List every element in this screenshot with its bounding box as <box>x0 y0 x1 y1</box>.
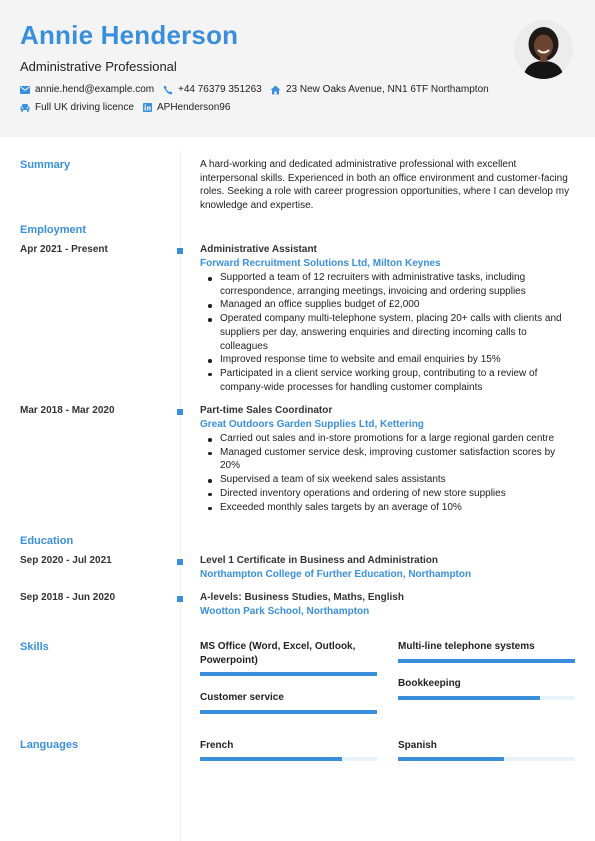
bullet-line: 20% <box>220 460 241 472</box>
skill-bar <box>398 659 575 663</box>
bullet-line: Supported a team of 12 recruiters with administrative tasks, including <box>220 272 526 283</box>
profile-photo <box>514 20 573 79</box>
bullet-line: Supervised a team of six weekend sales assistants <box>220 474 446 486</box>
skill-label <box>398 640 535 654</box>
skill-label-line: MS Office (Word, Excel, Outlook, <box>200 641 356 652</box>
bullet-line: Improved response time to website and email enquiries by 15% <box>220 354 501 366</box>
education-dates: Sep 2020 - Jul 2021 <box>20 555 112 566</box>
bullet-line: correspondence, arranging meetings, invoicing and ordering supplies <box>220 285 526 297</box>
contact-licence <box>20 102 134 113</box>
job-company: Forward Recruitment Solutions Ltd, Milton Keynes <box>200 258 441 269</box>
education-title: A-levels: Business Studies, Maths, English <box>200 592 404 603</box>
bullet-line: Managed customer service desk, improving customer satisfaction scores by <box>220 446 556 458</box>
language-bar <box>398 757 575 761</box>
list-item <box>200 446 575 473</box>
summary-line: interpersonal skills. Experienced in both an office environment and customer-facing <box>200 172 568 184</box>
job-bullets <box>200 432 575 514</box>
summary-line: A hard-working and dedicated administrative professional with excellent <box>200 159 517 170</box>
linkedin-text: APHenderson96 <box>157 102 231 113</box>
skill-label-line: Bookkeeping <box>398 678 461 689</box>
skills-heading: Skills <box>20 641 49 653</box>
skill-bar-fill <box>200 672 377 676</box>
languages-heading: Languages <box>20 739 79 751</box>
email-text: annie.hend@example.com <box>35 84 155 95</box>
contact-address <box>270 84 489 95</box>
list-item <box>200 501 575 515</box>
bullet-line: Directed inventory operations and ordering of new store supplies <box>220 487 506 499</box>
header <box>0 0 595 137</box>
car-icon <box>20 103 30 112</box>
contact-email[interactable] <box>20 84 154 95</box>
summary-heading: Summary <box>20 159 71 171</box>
phone-text: +44 76379 351263 <box>178 84 262 95</box>
timeline-marker <box>177 248 183 254</box>
skill-label-line: Customer service <box>200 692 284 703</box>
home-icon <box>270 85 281 95</box>
licence-text: Full UK driving licence <box>35 102 134 113</box>
job-dates: Mar 2018 - Mar 2020 <box>20 405 115 416</box>
candidate-title: Administrative Professional <box>20 59 177 74</box>
job-bullets <box>200 271 575 394</box>
bullet-line: Carried out sales and in-store promotions for a large regional garden centre <box>220 433 555 444</box>
education-title: Level 1 Certificate in Business and Administration <box>200 555 439 566</box>
bullet-line: Operated company multi-telephone system, placing 20+ calls with clients and <box>220 313 562 325</box>
job-company: Great Outdoors Garden Supplies Ltd, Kettering <box>200 419 424 430</box>
skill-bar-fill <box>398 696 540 700</box>
bullet-line: Managed an office supplies budget of £2,000 <box>220 299 420 311</box>
email-icon <box>20 86 30 94</box>
language-label: Spanish <box>398 740 437 751</box>
bullet-line: company-wide processes for handling customer complaints <box>220 381 483 393</box>
summary-line: roles. Seeking a role with career progression opportunities, where I can develop my <box>200 186 570 198</box>
contact-phone[interactable] <box>163 84 262 95</box>
list-item <box>200 271 575 298</box>
job-dates: Apr 2021 - Present <box>20 244 108 255</box>
education-institution: Wootton Park School, Northampton <box>200 606 370 617</box>
list-item <box>200 487 575 501</box>
education-institution: Northampton College of Further Education, Northampton <box>200 569 472 580</box>
list-item <box>200 312 575 353</box>
skill-label <box>398 677 461 691</box>
linkedin-icon <box>143 103 152 112</box>
candidate-name: Annie Henderson <box>20 20 239 50</box>
skill-label <box>200 691 284 705</box>
address-text: 23 New Oaks Avenue, NN1 6TF Northampton <box>286 84 489 95</box>
employment-heading: Employment <box>20 224 87 236</box>
language-bar <box>200 757 377 761</box>
skill-label-line: Powerpoint) <box>200 654 258 666</box>
summary-line: knowledge and expertise. <box>200 200 314 212</box>
bullet-line: colleagues <box>220 340 268 352</box>
language-label: French <box>200 740 234 751</box>
bullet-line: suppliers per day, answering enquiries and directing incoming calls to <box>220 326 527 338</box>
timeline-marker <box>177 596 183 602</box>
contact-linkedin[interactable] <box>143 102 230 113</box>
job-role: Administrative Assistant <box>200 244 317 255</box>
language-bar-fill <box>398 757 504 761</box>
skill-bar <box>398 696 575 700</box>
skill-bar <box>200 672 377 676</box>
skill-label-line: Multi-line telephone systems <box>398 641 535 652</box>
list-item <box>200 432 575 446</box>
timeline-marker <box>177 559 183 565</box>
list-item <box>200 298 575 312</box>
skill-bar-fill <box>200 710 377 714</box>
skill-label <box>200 640 355 667</box>
skill-bar <box>200 710 377 714</box>
list-item <box>200 473 575 487</box>
bullet-line: Exceeded monthly sales targets by an average of 10% <box>220 501 462 513</box>
skill-bar-fill <box>398 659 575 663</box>
timeline-marker <box>177 409 183 415</box>
education-heading: Education <box>20 535 74 547</box>
bullet-line: Participated in a client service working group, contributing to a review of <box>220 367 538 379</box>
job-role: Part-time Sales Coordinator <box>200 405 333 416</box>
list-item <box>200 353 575 367</box>
summary-text <box>200 158 575 213</box>
education-dates: Sep 2018 - Jun 2020 <box>20 592 116 603</box>
list-item <box>200 367 575 394</box>
phone-icon <box>163 85 173 95</box>
language-bar-fill <box>200 757 342 761</box>
